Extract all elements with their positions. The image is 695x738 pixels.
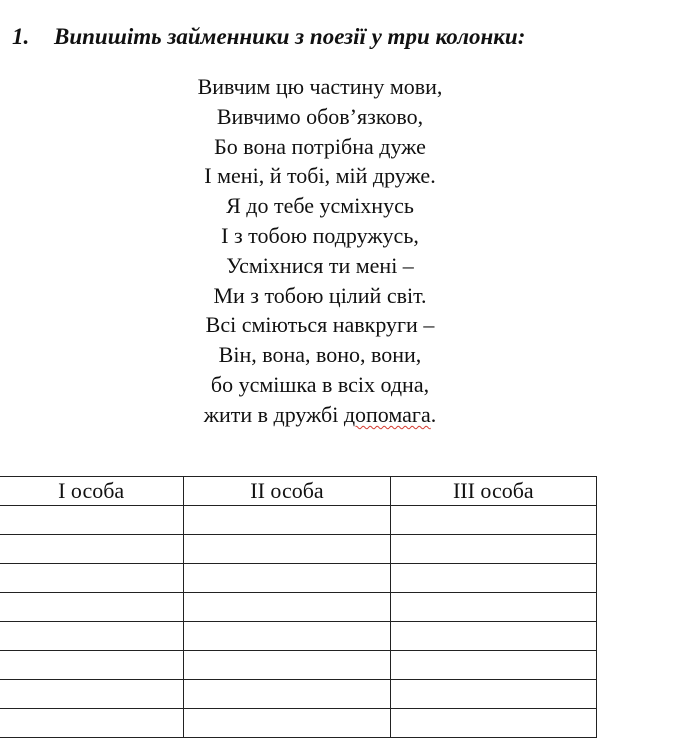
table-cell[interactable] [184, 709, 390, 738]
table-cell[interactable] [390, 564, 596, 593]
table-row [0, 709, 597, 738]
table-header-row [0, 477, 597, 506]
poem-line: І мені, й тобі, мій друже. [204, 163, 436, 189]
table-cell[interactable] [390, 506, 596, 535]
poem-line: І з тобою подружусь, [221, 222, 419, 248]
table-cell[interactable] [0, 622, 184, 651]
poem [120, 72, 520, 430]
table-cell[interactable] [390, 651, 596, 680]
poem-last-line [120, 400, 520, 430]
table-cell[interactable] [390, 535, 596, 564]
task-number: 1. [12, 24, 30, 49]
table-row [0, 506, 597, 535]
table-cell[interactable] [0, 535, 184, 564]
header-third-person: ІІІ особа [390, 477, 596, 506]
table-cell[interactable] [0, 506, 184, 535]
table-row [0, 593, 597, 622]
table-cell[interactable] [0, 593, 184, 622]
header-second-person: ІІ особа [184, 477, 390, 506]
table-row [0, 564, 597, 593]
table-cell[interactable] [0, 564, 184, 593]
table-cell[interactable] [184, 564, 390, 593]
poem-line: Він, вона, воно, вони, [218, 342, 422, 368]
poem-line: Ми з тобою цілий світ. [213, 282, 427, 308]
table-row [0, 622, 597, 651]
task-heading [12, 22, 525, 52]
pronoun-table [0, 476, 597, 738]
table-row [0, 535, 597, 564]
table-row [0, 680, 597, 709]
table-cell[interactable] [0, 651, 184, 680]
table-cell[interactable] [390, 593, 596, 622]
poem-line: Бо вона потрібна дуже [214, 133, 426, 159]
table-cell[interactable] [0, 709, 184, 738]
table-cell[interactable] [184, 535, 390, 564]
poem-line: Всі сміються навкруги – [205, 312, 435, 338]
poem-line: Вивчим цю частину мови, [197, 74, 443, 99]
table-cell[interactable] [390, 709, 596, 738]
table-cell[interactable] [390, 622, 596, 651]
table-cell[interactable] [0, 680, 184, 709]
table-cell[interactable] [390, 680, 596, 709]
task-title: Випишіть займенники з поезії у три колонки: [54, 24, 526, 49]
table-cell[interactable] [184, 622, 390, 651]
table-cell[interactable] [184, 506, 390, 535]
table-cell[interactable] [184, 593, 390, 622]
poem-line: бо усмішка в всіх одна, [210, 371, 430, 397]
poem-line: Вивчимо обов’язково, [216, 103, 424, 129]
poem-last-line-end: . [430, 401, 437, 427]
header-first-person: І особа [0, 477, 184, 506]
poem-line: Я до тебе усміхнусь [226, 193, 414, 219]
table-cell[interactable] [184, 680, 390, 709]
poem-last-line-start: жити в дружбі [203, 401, 344, 427]
table-cell[interactable] [184, 651, 390, 680]
table-row [0, 651, 597, 680]
spellcheck-marked-word[interactable]: допомага [343, 401, 431, 427]
poem-line: Усміхнися ти мені – [226, 252, 414, 278]
